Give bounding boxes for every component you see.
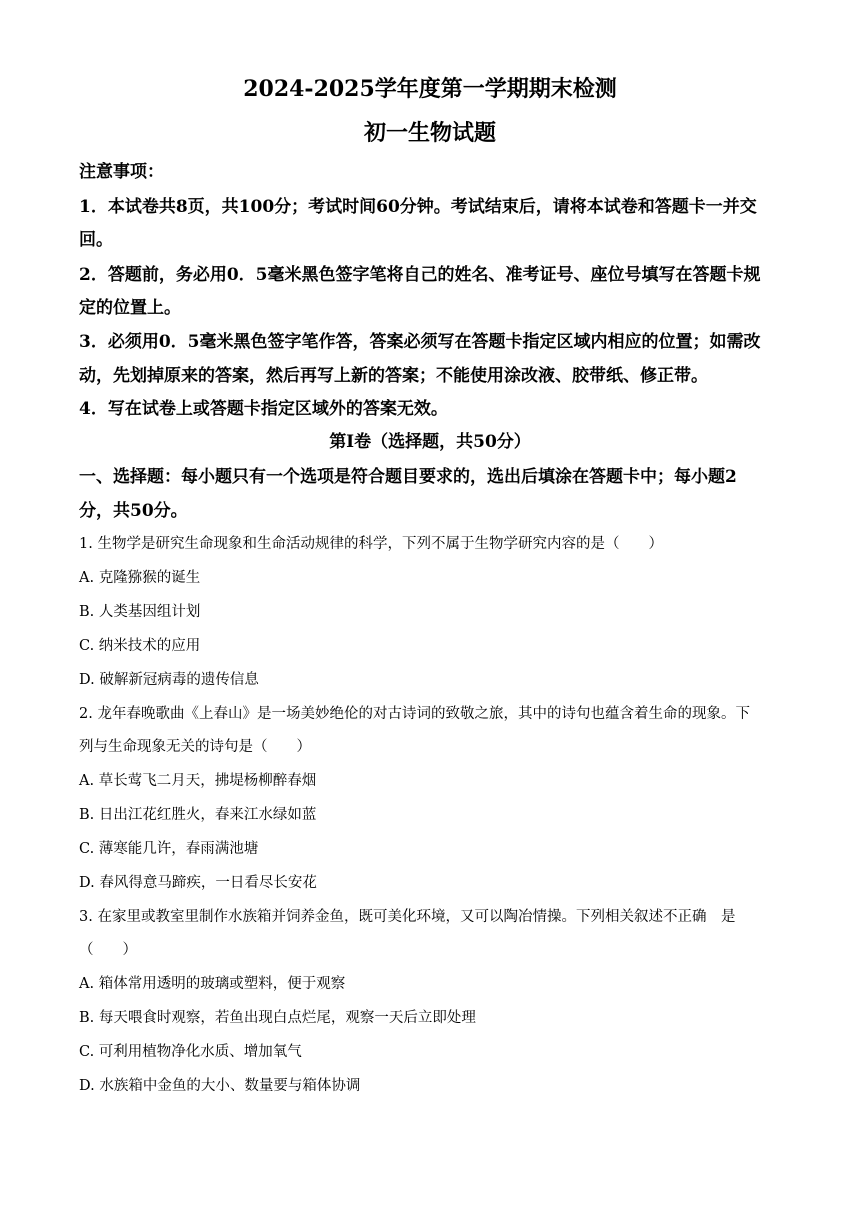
question-option: B. 人类基因组计划 [79, 604, 201, 620]
notice-line: 3．必须用0．5毫米黑色签字笔作答，答案必须写在答题卡指定区域内相应的位置；如需改 [79, 332, 761, 352]
question-option: C. 薄寒能几许，春雨满池塘 [79, 841, 259, 857]
question-option: B. 日出江花红胜火，春来江水绿如蓝 [79, 807, 317, 823]
question-stem: 2. 龙年春晚歌曲《上春山》是一场美妙绝伦的对古诗词的致敬之旅，其中的诗句也蕴含着生命的现象。下 [79, 706, 750, 722]
question-option: A. 草长莺飞二月天，拂堤杨柳醉春烟 [79, 773, 317, 789]
question-option: D. 水族箱中金鱼的大小、数量要与箱体协调 [79, 1078, 361, 1094]
notice-heading: 注意事项： [79, 162, 164, 182]
question-option: C. 可利用植物净化水质、增加氧气 [79, 1044, 302, 1060]
exam-title: 2024-2025学年度第一学期期末检测 [243, 76, 617, 102]
question-option: D. 破解新冠病毒的遗传信息 [79, 672, 259, 688]
notice-line: 动，先划掉原来的答案，然后再写上新的答案；不能使用涂改液、胶带纸、修正带。 [79, 366, 708, 386]
question-option: D. 春风得意马蹄疾，一日看尽长安花 [79, 875, 317, 891]
question-option: A. 克隆猕猴的诞生 [79, 570, 201, 586]
question-option: A. 箱体常用透明的玻璃或塑料，便于观察 [79, 976, 346, 992]
section-instructions: 分，共50分。 [79, 501, 188, 521]
notice-line: 4．写在试卷上或答题卡指定区域外的答案无效。 [79, 399, 448, 419]
notice-line: 2．答题前，务必用0．5毫米黑色签字笔将自己的姓名、准考证号、座位号填写在答题卡规 [79, 265, 761, 285]
section-title: 第Ⅰ卷（选择题，共50分） [329, 432, 531, 452]
question-stem: 3. 在家里或教室里制作水族箱并饲养金鱼，既可美化环境，又可以陶冶情操。下列相关叙述不正确 是 [79, 909, 736, 925]
question-option: B. 每天喂食时观察，若鱼出现白点烂尾，观察一天后立即处理 [79, 1010, 476, 1026]
section-instructions: 一、选择题：每小题只有一个选项是符合题目要求的，选出后填涂在答题卡中；每小题2 [79, 467, 737, 487]
question-option: C. 纳米技术的应用 [79, 638, 201, 654]
notice-line: 1．本试卷共8页，共100分；考试时间60分钟。考试结束后，请将本试卷和答题卡一并交 [79, 197, 757, 217]
notice-line: 回。 [79, 230, 113, 250]
notice-line: 定的位置上。 [79, 298, 181, 318]
question-stem: 列与生命现象无关的诗句是（ ） [79, 739, 311, 755]
exam-subtitle: 初一生物试题 [363, 120, 496, 146]
question-stem: （ ） [79, 942, 137, 958]
question-stem: 1. 生物学是研究生命现象和生命活动规律的科学，下列不属于生物学研究内容的是（ ） [79, 536, 663, 552]
